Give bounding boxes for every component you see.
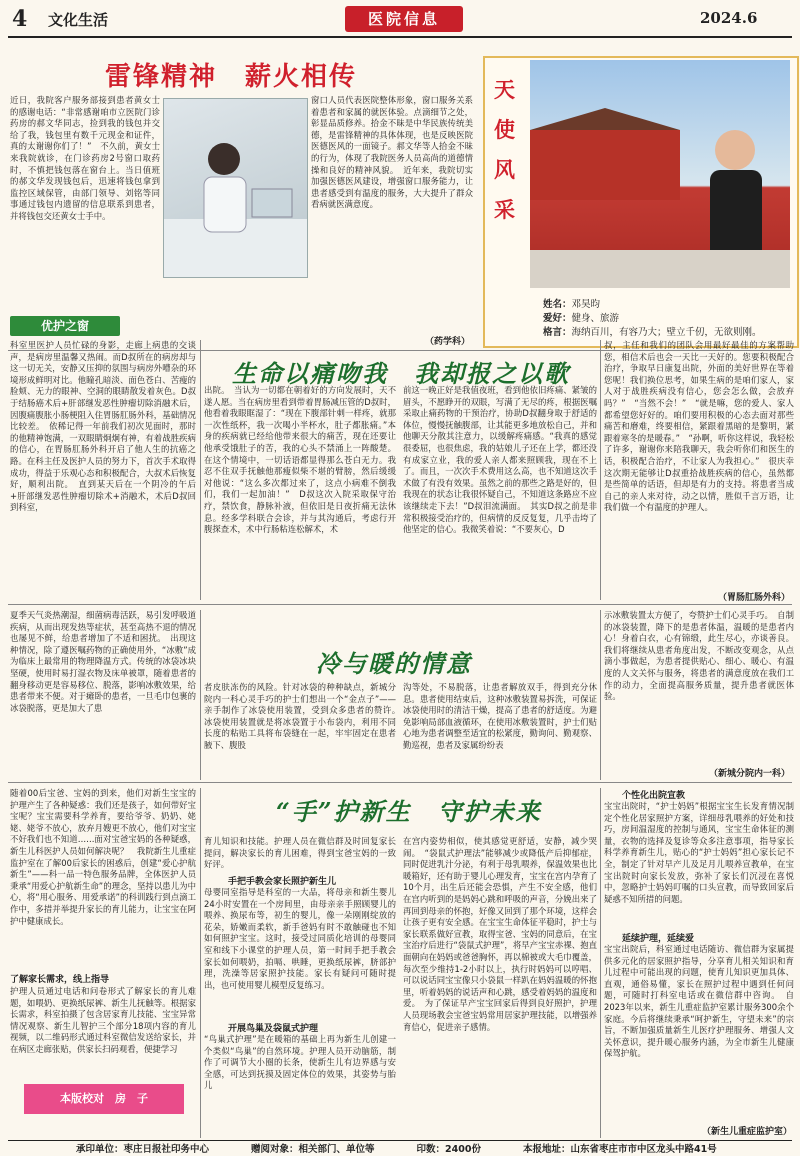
pharmacy-photo: [163, 98, 308, 278]
lead-title: 雷锋精神 薪火相传: [105, 62, 358, 92]
pharmacist-figure-icon: [164, 99, 307, 277]
section-title: 文化生活: [48, 11, 109, 29]
footer-gift: 赠阅对象：相关部门、单位等: [251, 1144, 375, 1155]
story3-sub-5: 延续护理，延续爱: [622, 934, 695, 944]
footer-copies: 印数：2400份: [416, 1144, 481, 1155]
person-portrait-icon: [530, 60, 790, 288]
story1-col-1: 科室里医护人员忙碌的身影，走廊上病患的交谈声，是病房里温馨又热闹。而D叔所在的病房却与这一切无关，安静又压抑的氛围与病房外嘈杂的环境形成鲜明对比。他瞳孔暗淡、面色苍白、苦瘦的脸颊、无力的眼神、空洞的眼睛散发着灰色。D叔于结肠癌术后+肝部继发恶性肿瘤切除消融术后，因腹痛腹胀小肠梗阻入住胃肠肛肠外科，基础情况比较差。 依稀记得一年前我们初次见面时，那时的他精神饱满，一双眼睛炯炯有神，有着战胜疾病的信心，在胃肠肛肠外科开启了他人生的抗癌之路。在科主任及医护人员的努力下，首次手术取得成功，得益于乐观心态和积极配合，大叔术后恢复好，顺利出院。 直到某天后在一个阴冷的午后+肝部继发恶性肿瘤切除术+消融术，术后D叔回到科室，: [10, 340, 196, 513]
lead-col-1: 近日，我院客户服务部接到患者黄女士的感谢电话：“非常感谢咱市立医院门诊药房的郝文华同志，捡到我的钱包并交给了我，钱包里有数千元现金和证件，真的太谢谢你们了！” 不久前，黄女士来我院就诊，在门诊药房2号窗口取药时，不慎把钱包落在窗台上。当日值班的郝文华发现钱包后，迅速将钱包拿到监控区域保管，由部门领导、刘铭等同事通过钱包内遗留的信息联系到患者，并将钱包交还黄女士手中。: [10, 95, 160, 221]
divider-2: [8, 604, 792, 605]
story3-col-4b: 宝宝出院后，科室通过电话随访、微信群为家属提供多元化的居家照护指导，分享育儿相关知识和育儿过程中可能出现的问题，使育儿知识更加具体、直观，通俗易懂，家长在照护过程中遇到任何问题，可随时打科室电话或在微信群中咨询。 自2023年以来，新生儿重症监护室累计服务300余个家庭。今后将继续秉承“呵护新生，守望未来”的宗旨，不断加强质量新生儿医疗护理服务、增强人文关怀意识，提升暖心服务内涵，为全市新生儿健康保驾护航。: [604, 944, 794, 1059]
col-sep-3: [200, 610, 201, 780]
story3-col-2b: 母婴同室指导是科室的一大品，将母亲和新生婴儿24小时安置在一个房间里，由母亲亲手照顾婴儿的喂养、换尿布等，初生的婴儿，像一朵刚刚绽放的花朵，娇嫩而柔软，新手爸妈有时不敢触碰也不知如何照护宝宝。这时，接受过同质化培训的母婴同室和线下小课堂的护理人员，第一时间手把手教会家长如何喂奶，拍嗝、哄睡，更换纸尿裤，脐部护理，洗澡等居家照护技能。家长有疑问可随时提出，也可使用婴儿模型反复练习。: [204, 887, 396, 990]
page-number: 4: [12, 6, 28, 32]
motto-value: 海纳百川，有容乃大；壁立千仞，无欲则刚。: [571, 327, 762, 338]
story3-title: “手”护新生 守护未来: [276, 797, 542, 826]
footer-printer: 承印单位：枣庄日报社印务中心: [76, 1144, 210, 1155]
story1-col-2: 出院。 当认为一切都在朝着好的方向发展时，天不遂人愿。当在病房里看到带着胃肠减压管的D叔时，他看着我眼眶湿了：“现在下腹部针刺一样疼，就那一次性纸杯，我一次喝小半杯水，肚子都胀痛。”本身的疾病就已经给他带来很大的痛苦，现在还要让他承受饿肚子的苦，我的心头不禁涌上一阵酸楚。在这个情境中，一切话语都显得那么苍白无力。我忍不住双手抚触他那瘦似柴不堪的臂膀，然后缓缓对他说：“这么多次都过来了，这点小病难不倒我们，我们一起加油！” D叔这次入院采取保守治疗，禁饮食，静脉补液，但依旧是日夜折痛无法休息。经多学科联合会诊，并与其沟通后，考虑行开腹探查术，术中行肠粘连松解术，术: [204, 385, 396, 535]
col-sep-4: [600, 610, 601, 780]
care-window-badge: 优护之窗: [10, 316, 120, 336]
story3-sub-3: 开展鸟巢及袋鼠式护理: [228, 1024, 319, 1034]
newspaper-logo: 医院信息: [345, 6, 463, 32]
angel-info: [543, 298, 762, 340]
angel-photo: [530, 60, 790, 288]
name-label: 姓名：: [543, 299, 572, 310]
story3-sub-2: 手把手教会家长照护新生儿: [228, 877, 337, 887]
proofreader-box: 本版校对 房 子: [24, 1084, 184, 1114]
col-sep-2: [600, 340, 601, 600]
motto-label: 格言：: [543, 327, 572, 338]
story1-credit: （胃肠肛肠外科）: [717, 593, 790, 603]
col-sep-5: [200, 788, 201, 1138]
story2-credit: （新城分院内一科）: [708, 769, 790, 779]
story3-col-4a: 宝宝出院时，“护士妈妈”根据宝宝生长发育情况制定个性化居家照护方案，详细母乳喂养的好处和技巧，房间温湿度的控制与通风，宝宝生命体征的测量，衣物的选择及复诊等众多注意事项，指导家长科学养育新生儿，贴心的“护士妈妈”担心家长记不全，制定了针对早产儿及足月儿喂养宣教单，在宝宝出院时向家长发放，弥补了家长们沉浸在喜悦中，忽略护士妈妈叮嘱的口头宣教，而导致回家后疑惑不知所措的问题。: [604, 801, 794, 904]
hobby-value: 健身、旅游: [571, 313, 620, 324]
issue-date: 2024.6: [700, 9, 758, 27]
story3-sub-4: 个性化出院宣教: [622, 791, 686, 801]
story3-sub-1: 了解家长需求，线上指导: [10, 975, 110, 985]
story1-title: 生命以痛吻我 我却报之以歌: [232, 359, 570, 388]
story1-col-4: 叔，主任和我们的团队会用最好最佳的方案帮助您，相信术后也会一天比一天好的。您要积极配合治疗，争取早日康复出院，外面的美好世界在等着您呢！我们换位思考，如果生病的是咱们家人，家人对于战胜疾病没有信心，您会怎么做，会放弃吗？” “当然不会！” “就是嘛，您的爱人、家人都希望您好好的。咱们要用积极的心态去面对那些痛苦和磨难，终要相信，紧跟着黑暗的是黎明，紧跟着寒冬的是暖春。” “孙啊，听你这样说，我轻松了许多，谢谢你来陪我聊天，我会听你们和医生的话，积极配合治疗，不让家人为我担心。” 很庆幸这次期无能够让D叔重拾战胜疾病的信心，虽然都是些简单的话语，但却是有力的支持。将患者当成自己的亲人来对待，动之以情，胜似千言万语，让我们做一个有温度的护理人。: [604, 340, 794, 513]
story3-col-3: 在宫内姿势相似，使其感觉更舒适，安静，减少哭闹。 “袋鼠式护理法”能够减少或降低产后抑郁症，同时促进乳汁分泌，有利于母乳喂养，保温效果也比暖箱好，还有助于婴儿心理发育，宝宝在宫内孕育了10个月，出生后还能会恐惧，产生不安全感，他们在宫内听到的是妈妈心跳和呼吸的声音，分娩出来了再回到母亲的怀抱，好像又回到了那个环境，这样会让孩子更有安全感。在宝宝生命体征平稳时，护士与家长联系做好宣教，取得宝爸、宝妈的同意后，在宝宝治疗后进行“袋鼠式护理”，将早产宝宝赤裸、抱直面朝向在妈妈或爸爸胸怀，再以棉被或大毛巾覆盖，每次至少维持1-2小时以上，执行时妈妈可以哼唱、可以说话同宝宝像只小袋鼠一样趴在妈妈温暖的怀抱里，听着妈妈的说话声和心跳，感受着妈妈的温度和爱。 为了保证早产宝宝回家后得到良好照护，护理人员现场教会宝爸宝妈常用居家护理技能，以增强养育信心，促进亲子感情。: [403, 836, 597, 1032]
story2-col-1: 夏季天气炎热潮湿，细菌病毒活跃，易引发呼吸道疾病，从而出现发热等症状，甚至高热不退的情况也屡见不鲜，给患者增加了不适和困扰。 出现这种情况，除了遵医嘱药物的正确使用外，“冰敷”成为临床上最常用的物理降温方式。传统的冰袋冰块坚硬，使用时易打湿衣物及床单被罩，随着患者的翻身移动更是容易移位、脱落，影响冰敷效果，给患者带来不便。对于瘫卧的患者，一旦毛巾包裹的冰袋脱落，更是加大了患: [10, 610, 196, 713]
col-sep-6: [600, 788, 601, 1138]
story1-col-3: 前这一晚正好是我值夜班，看到他依旧疼痛、紧皱的眉头，不愿睁开的双眼，写满了无尽的疼，根据医嘱采取止痛药物的干预治疗，协助D叔翻身取于舒适的体位，慢慢抚触腹部，让其能更多地放松自己，并和他聊天分散其注意力，以缓解疼痛感。“我真的感觉很委屈，也很焦虑，我的姑娘儿子还在上学，都还没有成家立业，我的爱人亲人都来照顾我，现在不上了。而且，一次次手术费用这么高，也不知道这次手术做了有没有效果。虽然之前的那些之路是好的，但我现在的状态让我很怀疑自己，不知道这条路应不应该继续走下去！”D叔泪流满面。 其实D叔之前是非常积极接受治疗的，但病情的反反复复，几乎击垮了他坚定的信心。我微笑着说：“不要灰心，D: [403, 385, 597, 535]
name-value: 邓昊昀: [571, 299, 601, 310]
story3-col-2c: “鸟巢式护理”是在暖箱的基础上再为新生儿创建一个类似“鸟巢”的自然环境。护理人员开动脑筋，制作了可调节大小圈的长条，使新生儿有边界感与安全感，可达到抚摸及固定体位的效果，其姿势与胎儿: [204, 1034, 396, 1091]
story3-col-1: 随着00后宝爸、宝妈的到来，他们对新生宝宝的护理产生了各种疑惑：我们还是孩子，如何带好宝宝呢？宝宝需要科学养育，要给爷爷、奶奶、姥姥、姥爷不放心，放弃月嫂更不放心，他们对宝宝不好我们也不知道……面对宝爸宝妈的各种疑惑，新生儿科医护人员如何解决呢？ 我院新生儿重症监护室在了解00后家长的困惑后，创建“爱心护航新生”——科一品一特色服务品牌，全体医护人员秉承“用爱心护航新生命”的理念，坚持以患儿为中心，将“用心服务、用爱承诺”的科训践行到点滴工作中，多措并举提升家长的育儿能力，让宝宝在阿护中健康成长。: [10, 788, 196, 926]
col-sep-1: [200, 340, 201, 600]
story3-col-2a: 育儿知识和技能。护理人员在微信群及时回复家长提问，解决家长的育儿困难，得到宝爸宝妈的一致好评。: [204, 836, 396, 870]
hobby-label: 爱好：: [543, 313, 572, 324]
lead-col-2: 窗口人员代表医院整体形象，窗口服务关系着患者和家属的就医体验。点滴细节之处，彰显品质修养。拾金不昧是中华民族传统美德，是雷锋精神的具体体现，也是反映医院医德医风的一面镜子。郝文华等人拾金不昧的行为，体现了我院医务人员高尚的道德情操和良好的精神风貌。 近年来，我院切实加强医德医风建设，增强窗口服务能力，让患者感受到有温度的服务，大大提升了群众看病就医满意度。: [311, 95, 473, 210]
story2-title: 冷与暖的情意: [316, 649, 472, 678]
lead-credit: （药学科）: [424, 337, 470, 347]
story2-col-3: 沟等处，不易脱落，让患者解放双手，得到充分休息。患者使用结束后，这种冰敷装置易拆洗，可保证冰袋使用时的清洁干燥，提高了患者的舒适度。为避免影响局部血液循环，在使用冰敷装置时，护士们贴心地为患者调整至适宜的松紧度，勤询问、勤观察、勤巡视，患者及家属纷纷表: [403, 682, 597, 750]
story3-col-1b: 护理人员通过电话和问卷形式了解家长的育儿难题，如喂奶、更换纸尿裤、新生儿抚触等。根据家长需求，科室拍摄了包含居家育儿技能、宝宝异常情况观察、新生儿智护三个部分18项内容的育儿视频，以二维码形式通过科室微信发送给家长，并在病区走廊张贴，供家长扫码观看，便捷学习: [10, 986, 196, 1054]
footer-address: 本报地址：山东省枣庄市市中区龙头中路41号: [522, 1144, 717, 1155]
divider-3: [8, 782, 792, 783]
footer-bar: [76, 1141, 796, 1155]
story2-col-2: 者皮肤冻伤的风险。针对冰袋的种种缺点，新城分院内一科心灵手巧的护士们想出一个“金点子”——亲手制作了冰袋使用装置，受到众多患者的赞许。 冰袋使用装置就是将冰袋置于小布袋内，利用不同长度的粘贴工具将布袋缝在一起，牢牢固定在患者腋下、腹股: [204, 682, 405, 750]
story3-credit: （新生儿重症监护室）: [701, 1127, 792, 1137]
angel-title: 天使风采: [494, 77, 515, 222]
header-rule: [8, 36, 792, 38]
story2-col-4: 示冰敷装置太方便了，夸赞护士们心灵手巧。 自制的冰袋装置，降下的是患者体温，温暖的是患者内心！身着白衣，心有锦缎，此生尽心，亦谈善良。我们将继续从患者角度出发，不断改变观念，从点滴小事做起，为患者提供贴心、细心、暖心、有温度的人文关怀与服务，将患者的满意度放在我们工作的动力，全面提高服务质量，提升患者就医体验。: [604, 610, 794, 702]
